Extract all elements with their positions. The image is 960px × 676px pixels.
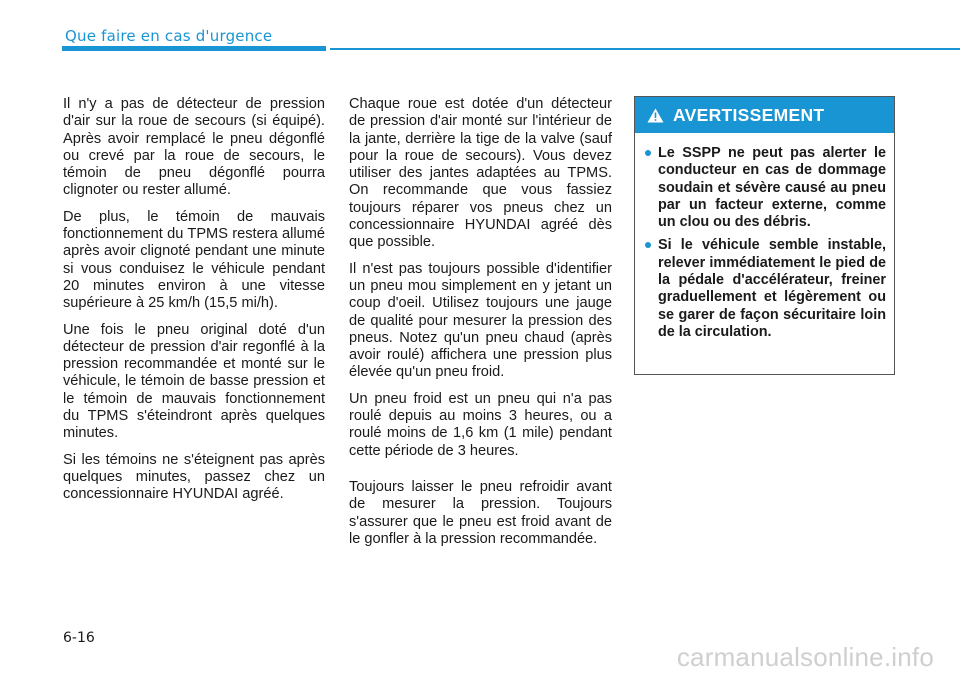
header-rule-thin bbox=[330, 48, 960, 50]
text-column-middle bbox=[349, 96, 612, 557]
text-column-left bbox=[63, 96, 325, 513]
warning-title: AVERTISSEMENT bbox=[673, 104, 825, 125]
warning-list bbox=[635, 133, 894, 341]
paragraph: De plus, le témoin de mauvais fonctionnement du TPMS restera allumé après avoir clignoté pendant une minute si vous conduisez le véhicule pendant 20 minutes environ à une vitesse supérieure à 25 km/h (15,5 mi/h). bbox=[63, 208, 325, 312]
paragraph: Chaque roue est dotée d'un détecteur de pression d'air monté sur l'intérieur de la jante, derrière la tige de la valve (sauf pour la roue de secours). Vous devez utiliser des jantes adaptées au TPMS. On recommande que vous fassiez toujours réparer vos pneus chez un concessionnaire HYUNDAI agréé dès que possible. bbox=[349, 96, 612, 251]
section-title: Que faire en cas d'urgence bbox=[65, 27, 273, 45]
paragraph: Une fois le pneu original doté d'un détecteur de pression d'air regonflé à la pression recommandée et monté sur le véhicule, le témoin de basse pression et le témoin de mauvais fonctionnement du TPMS s'éteindront après quelques minutes. bbox=[63, 321, 325, 442]
bullet-icon bbox=[645, 150, 651, 156]
paragraph: Toujours laisser le pneu refroidir avant de mesurer la pression. Toujours s'assurer que le pneu est froid avant de le gonfler à la pression recommandée. bbox=[349, 478, 612, 547]
warning-item bbox=[645, 237, 886, 341]
paragraph: Il n'y a pas de détecteur de pression d'air sur la roue de secours (si équipé). Après avoir remplacé le pneu dégonflé ou crevé par la roue de secours, le témoin de pneu dégonflé pourra clignoter ou rester allumé. bbox=[63, 96, 325, 199]
warning-item bbox=[645, 145, 886, 231]
watermark: carmanualsonline.info bbox=[676, 642, 934, 672]
warning-box bbox=[634, 96, 895, 375]
warning-triangle-icon bbox=[647, 108, 664, 123]
warning-header bbox=[635, 97, 894, 133]
warning-item-text: Le SSPP ne peut pas alerter le conducteur en cas de dommage soudain et sévère causé au pneu par un facteur externe, comme un clou ou des débris. bbox=[658, 145, 886, 231]
paragraph: Un pneu froid est un pneu qui n'a pas roulé depuis au moins 3 heures, ou a roulé moins de 1,6 km (1 mile) pendant cette période de 3 heures. bbox=[349, 390, 612, 459]
bullet-icon bbox=[645, 242, 651, 248]
paragraph: Si les témoins ne s'éteignent pas après quelques minutes, passez chez un concessionnaire HYUNDAI agréé. bbox=[63, 451, 325, 503]
header-rule-thick bbox=[62, 46, 326, 51]
page-number: 6-16 bbox=[63, 630, 95, 646]
warning-item-text: Si le véhicule semble instable, relever immédiatement le pied de la pédale d'accélérateur, freiner graduellement et légèrement ou se garer de façon sécuritaire loin de la circulation. bbox=[658, 237, 886, 340]
paragraph: Il n'est pas toujours possible d'identifier un pneu mou simplement en y jetant un coup d'oeil. Utilisez toujours une jauge de qualité pour mesurer la pression des pneus. Notez qu'un pneu chaud (après avoir roulé) affichera une pression plus élevée qu'un pneu froid. bbox=[349, 260, 612, 381]
page-header bbox=[0, 0, 960, 60]
